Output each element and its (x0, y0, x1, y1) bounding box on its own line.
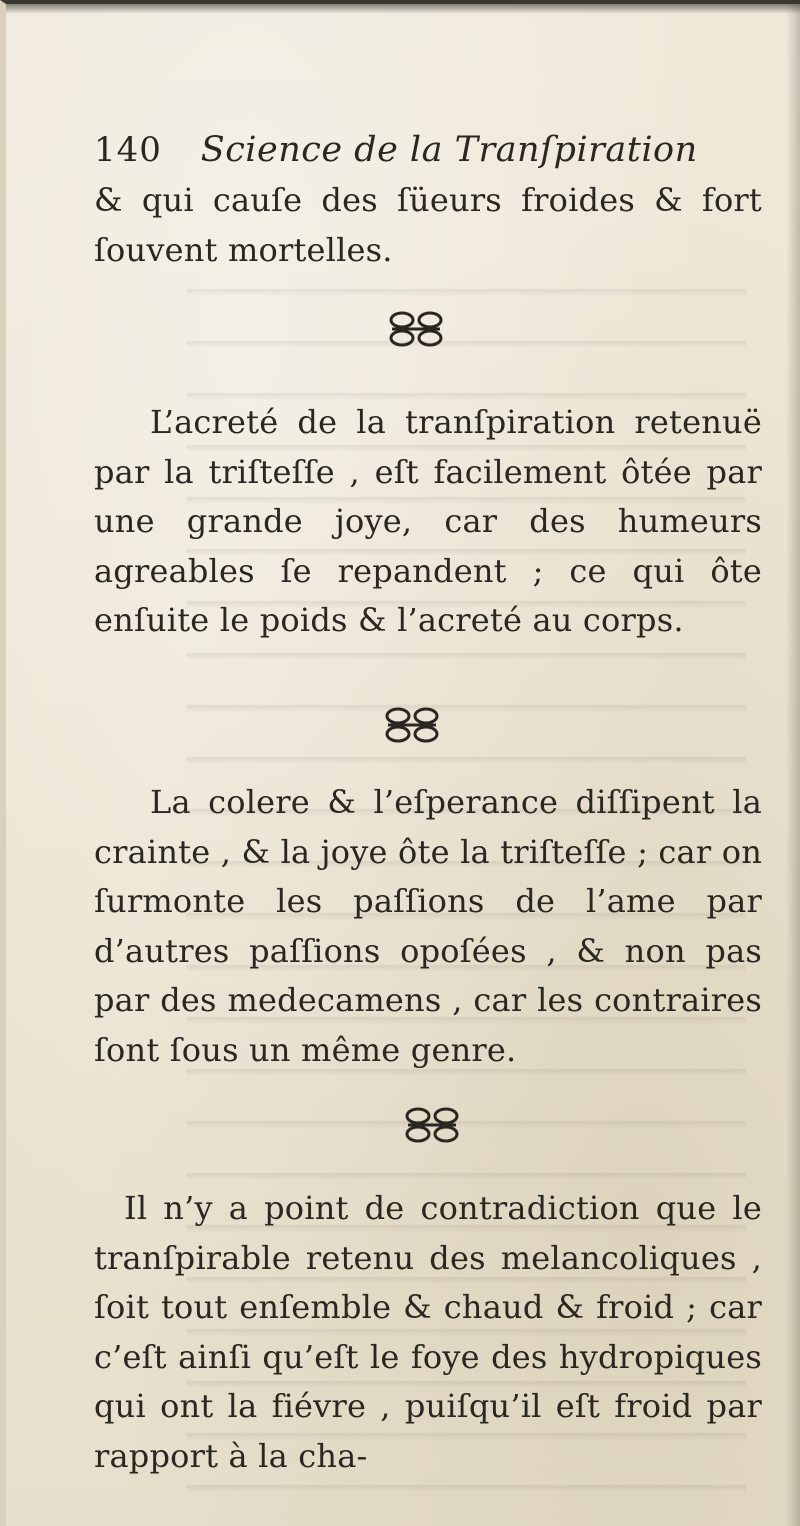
paragraph: Il n’y a point de contradiction que le tranſpirable retenu des melancoliques , ſoit tout enſemble & chaud & froid ; car c’eſt ainſi qu’eſt le foye des hydropiques qui ont la fiévre , puiſqu’il eſt froid par rapport à la cha- (94, 1189, 762, 1475)
paragraph: La colere & l’eſperance diſſipent la crainte , & la joye ôte la triſteſſe ; car on ſurmonte les paſſions de l’ame par d’autres paſſions opoſées , & non pas par des medecamens , car les contraires ſont ſous un même genre. (94, 783, 762, 1069)
page-gutter-shadow (786, 4, 800, 1526)
fleuron-ornament-icon (400, 1106, 470, 1146)
page-top-edge (6, 4, 800, 14)
page-number: 140 (94, 130, 162, 170)
paragraph-continuation: & qui cauſe des ſüeurs froides & fort ſouvent mortelles. (94, 181, 762, 269)
fleuron-ornament-icon (380, 706, 450, 746)
running-title: Science de la Tranſpiration (200, 130, 698, 170)
fleuron-ornament-icon (384, 310, 454, 350)
running-head (94, 122, 744, 178)
paragraph: L’acreté de la tranſpiration retenuë par la triſteſſe , eſt facilement ôtée par une grande joye, car des humeurs agreables ſe repandent ; ce qui ôte enſuite le poids & l’acreté au corps. (94, 403, 762, 640)
